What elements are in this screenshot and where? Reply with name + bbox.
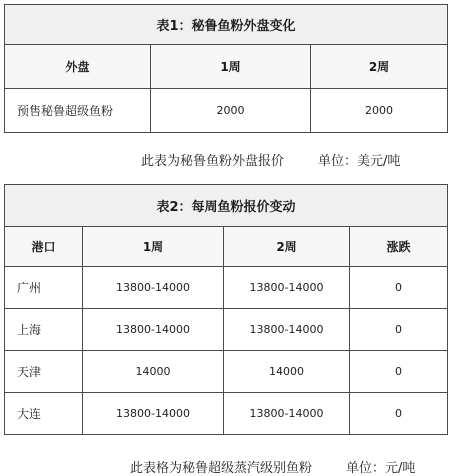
table2-cell-week2: 14000 <box>224 351 350 393</box>
table1-note-unit: 单位：美元/吨 <box>318 154 401 169</box>
table2-cell-port: 广州 <box>5 267 83 309</box>
table1-cell-product: 预售秘鲁超级鱼粉 <box>5 89 151 133</box>
table2-header-port: 港口 <box>5 227 83 267</box>
table2-cell-week1: 14000 <box>83 351 224 393</box>
table1-cell-week2: 2000 <box>311 89 448 133</box>
table2-header-week1: 1周 <box>83 227 224 267</box>
table1-header-week1: 1周 <box>151 45 311 89</box>
table1-note-text: 此表为秘鲁鱼粉外盘报价 <box>141 154 285 169</box>
table2-note-unit: 单位：元/吨 <box>346 461 416 476</box>
table-row <box>5 309 448 351</box>
weekly-fishmeal-price-table <box>4 184 448 435</box>
table2-cell-change: 0 <box>350 393 448 435</box>
table-row <box>5 89 448 133</box>
table2-cell-port: 上海 <box>5 309 83 351</box>
table2-cell-change: 0 <box>350 309 448 351</box>
fishmeal-external-price-table <box>4 4 448 133</box>
table2-cell-change: 0 <box>350 267 448 309</box>
table1-title: 表1：秘鲁鱼粉外盘变化 <box>5 5 448 45</box>
table1-header-market: 外盘 <box>5 45 151 89</box>
table2-cell-week1: 13800-14000 <box>83 309 224 351</box>
table-row <box>5 393 448 435</box>
table2-cell-week2: 13800-14000 <box>224 393 350 435</box>
table2-header-week2: 2周 <box>224 227 350 267</box>
table2-cell-change: 0 <box>350 351 448 393</box>
table2-cell-week2: 13800-14000 <box>224 267 350 309</box>
table2-cell-week1: 13800-14000 <box>83 393 224 435</box>
table-row <box>5 267 448 309</box>
table1-header-week2: 2周 <box>311 45 448 89</box>
table1-cell-week1: 2000 <box>151 89 311 133</box>
table2-title: 表2：每周鱼粉报价变动 <box>5 185 448 227</box>
table2-cell-port: 大连 <box>5 393 83 435</box>
table2-note <box>130 457 415 476</box>
table2-cell-week1: 13800-14000 <box>83 267 224 309</box>
table1-note <box>141 150 400 169</box>
table-row <box>5 351 448 393</box>
table2-cell-week2: 13800-14000 <box>224 309 350 351</box>
table2-header-change: 涨跌 <box>350 227 448 267</box>
table2-cell-port: 天津 <box>5 351 83 393</box>
table2-note-text: 此表格为秘鲁超级蒸汽级别鱼粉 <box>130 461 313 476</box>
